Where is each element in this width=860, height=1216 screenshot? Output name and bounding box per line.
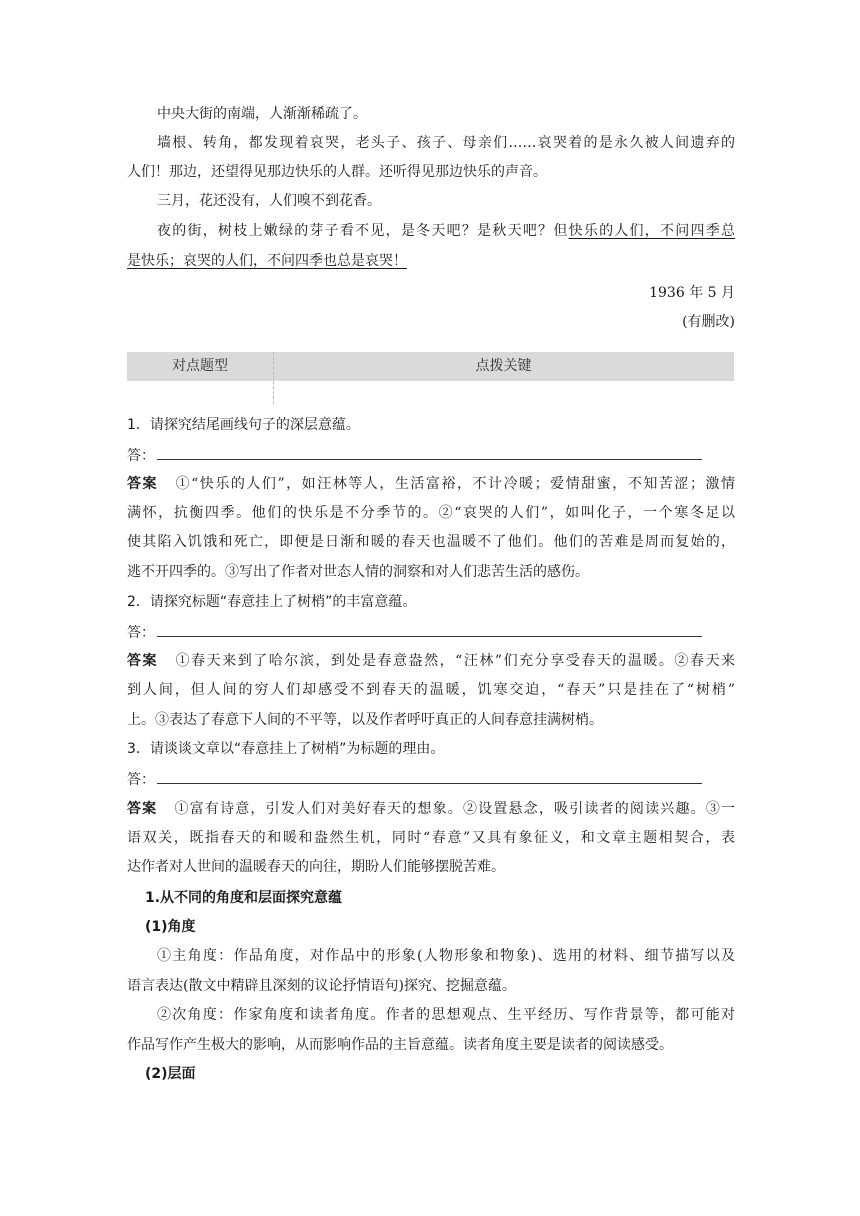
guidance-line: 语言表达(散文中精辟且深刻的议论抒情语句)探究、挖掘意蕴。 — [127, 978, 516, 994]
passage-line: 人们！那边，还望得见那边快乐的人群。还听得见那边快乐的声音。 — [127, 164, 547, 180]
answer-prompt-label: 答： — [127, 448, 155, 464]
section-title: 1.从不同的角度和层面探究意蕴 — [145, 890, 343, 906]
answer-line: 使其陷入饥饿和死亡，即便是日渐和暖的春天也温暖不了他们。他们的苦难是周而复始的， — [127, 534, 735, 550]
passage-line: 三月，花还没有，人们嗅不到花香。 — [157, 193, 381, 209]
answer-blank-line — [157, 445, 702, 460]
answer-prompt — [127, 769, 735, 790]
answer-line: 满怀，抗衡四季。他们的快乐是不分季节的。②“哀哭的人们”，如叫化子，一个寒冬足以 — [127, 505, 735, 521]
answer-prompt — [127, 445, 735, 466]
answer-text: ①春天来到了哈尔滨，到处是春意盎然，“汪林”们充分享受春天的温暖。②春天来 — [174, 653, 736, 669]
passage-text: 夜的街，树枝上嫩绿的芽子看不见，是冬天吧？是秋天吧？但 — [157, 223, 569, 239]
answer-prompt — [127, 622, 735, 643]
underlined-sentence: 是快乐；哀哭的人们，不问四季也总是哀哭！ — [127, 253, 407, 269]
answer-blank-line — [157, 769, 702, 784]
passage-line — [157, 221, 735, 241]
answer-text: ①“快乐的人们”，如汪林等人，生活富裕，不计冷暖；爱情甜蜜，不知苦涩；激情 — [174, 476, 736, 492]
question-3: 3．请谈谈文章以“春意挂上了树梢”为标题的理由。 — [127, 741, 445, 757]
question-2: 2．请探究标题“春意挂上了树梢”的丰富意蕴。 — [127, 594, 417, 610]
passage-date: 1936 年 5 月 — [649, 285, 735, 301]
passage-line: 墙根、转角，都发现着哀哭，老头子、孩子、母亲们……哀哭着的是永久被人间遗弃的 — [157, 135, 735, 151]
passage-line: 中央大街的南端，人渐渐稀疏了。 — [157, 106, 367, 122]
guidance-line: 作品写作产生极大的影响，从而影响作品的主旨意蕴。读者角度主要是读者的阅读感受。 — [127, 1037, 673, 1053]
answer-text: ①富有诗意，引发人们对美好春天的想象。②设置悬念，吸引读者的阅读兴趣。③一 — [173, 801, 735, 817]
answer-line: 逃不开四季的。③写出了作者对世态人情的洞察和对人们悲苦生活的感伤。 — [127, 564, 589, 580]
answer-label: 答案 — [127, 653, 159, 669]
answer-line — [127, 799, 735, 819]
answer-label: 答案 — [127, 801, 158, 817]
underlined-sentence: 快乐的人们，不问四季总 — [568, 223, 736, 239]
guidance-line: ②次角度：作家角度和读者角度。作者的思想观点、生平经历、写作背景等，都可能对 — [157, 1007, 735, 1023]
answer-line: 语双关，既指春天的和暖和盎然生机，同时“春意”又具有象征义，和文章主题相契合，表 — [127, 830, 735, 846]
answer-line: 上。③表达了春意下人间的不平等，以及作者呼吁真正的人间春意挂满树梢。 — [127, 712, 603, 728]
table-header-bar — [127, 352, 734, 381]
answer-line: 达作者对人世间的温暖春天的向往，期盼人们能够摆脱苦难。 — [127, 859, 505, 875]
subsection-title: (1)角度 — [145, 919, 196, 935]
answer-label: 答案 — [127, 476, 159, 492]
answer-blank-line — [157, 622, 702, 637]
subsection-title: (2)层面 — [145, 1066, 196, 1082]
answer-prompt-label: 答： — [127, 772, 155, 788]
answer-line — [127, 474, 735, 494]
column-header-key-points: 点拨关键 — [475, 358, 532, 374]
answer-line — [127, 651, 735, 671]
guidance-line: ①主角度：作品角度，对作品中的形象(人物形象和物象)、选用的材料、细节描写以及 — [157, 948, 735, 964]
passage-line — [127, 251, 735, 271]
question-1: 1．请探究结尾画线句子的深层意蕴。 — [127, 417, 360, 433]
passage-note: (有删改) — [682, 314, 735, 330]
answer-prompt-label: 答： — [127, 625, 155, 641]
column-header-question-type: 对点题型 — [172, 358, 228, 374]
answer-line: 到人间，但人间的穷人们却感受不到春天的温暖，饥寒交迫，“春天”只是挂在了“树梢” — [127, 682, 735, 698]
